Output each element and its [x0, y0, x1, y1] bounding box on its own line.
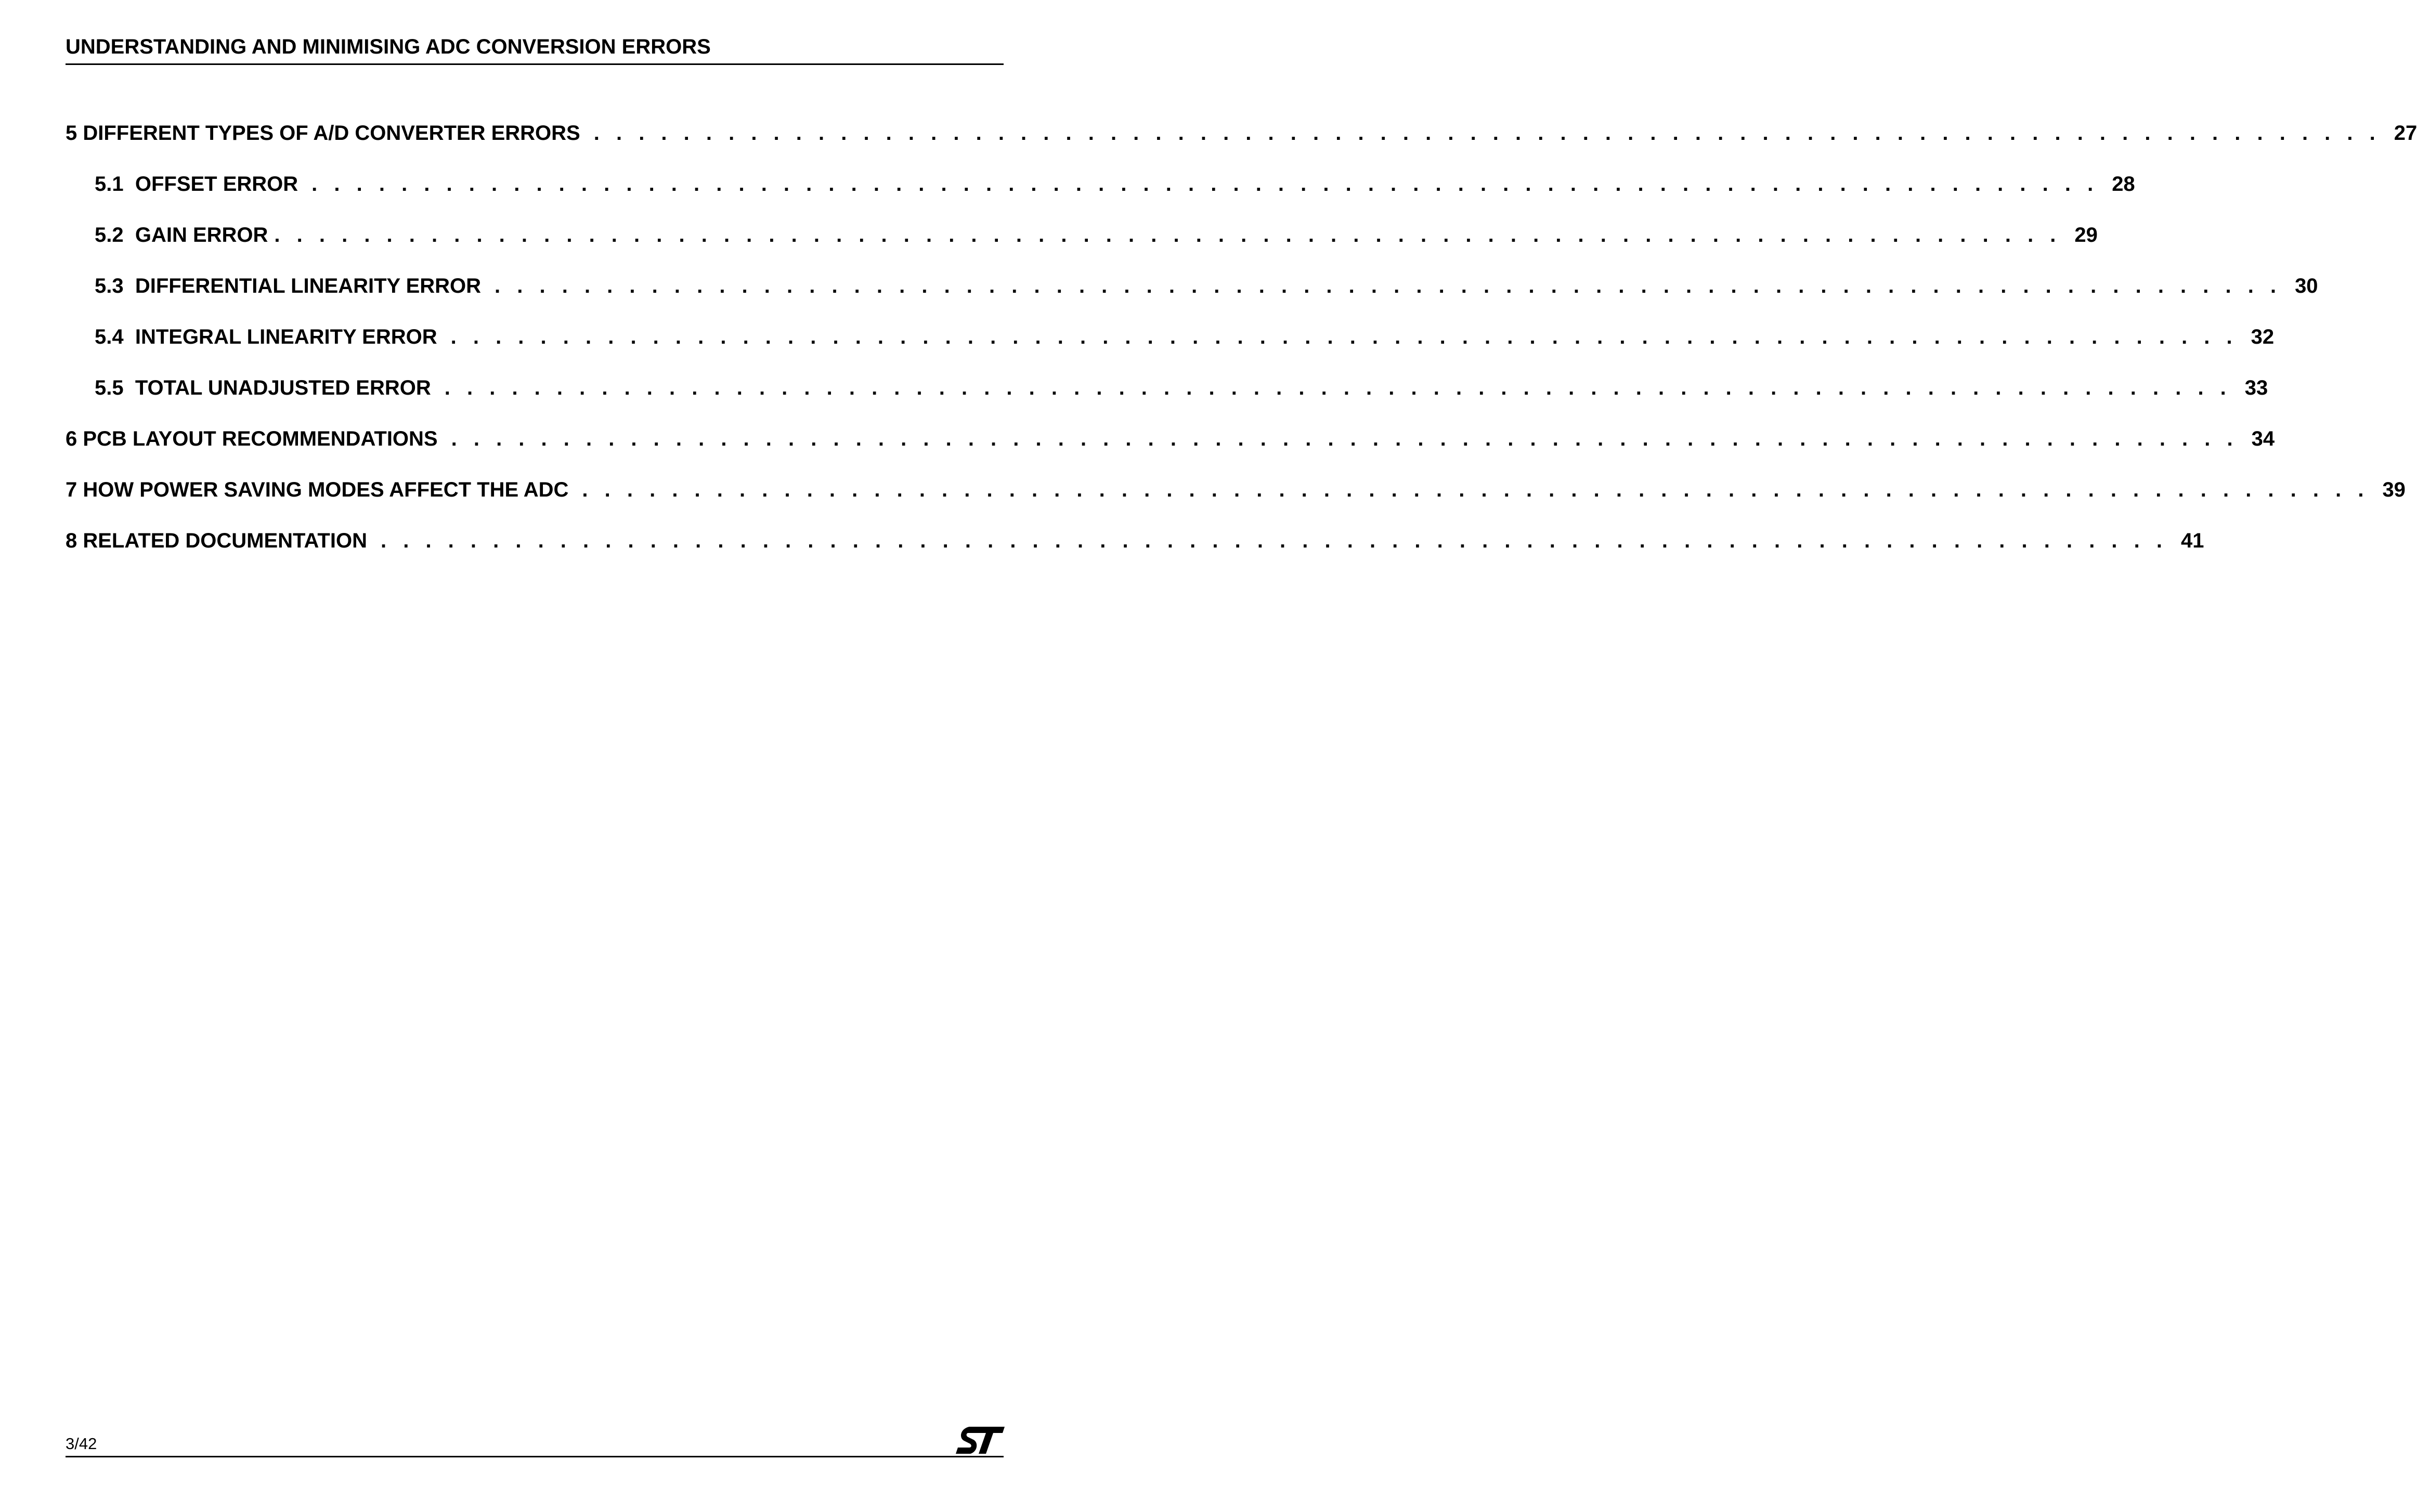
toc-entry-5[interactable] — [66, 119, 2417, 148]
header-divider — [66, 63, 1004, 65]
footer-divider — [66, 1456, 1004, 1457]
toc-entry-title: 6 PCB LAYOUT RECOMMENDATIONS — [66, 427, 438, 450]
toc-dot-leader: . . . . . . . . . . . . . . . . . . . . . . . . . . . . . . . . . . . . . . . . . . . . . . . . . . . . . . . . . . . . . . . . . . . . . . . . . . . . . . . . — [274, 224, 2061, 246]
toc-entry-page: 34 — [2251, 427, 2275, 450]
toc-entry-5-1[interactable] — [95, 170, 2135, 199]
toc-entry-title: 5.4 INTEGRAL LINEARITY ERROR — [95, 325, 437, 348]
toc-entry-8[interactable] — [66, 526, 2204, 555]
toc-entry-5-3[interactable] — [95, 271, 2318, 301]
toc-entry-title: 5.1 OFFSET ERROR — [95, 173, 298, 195]
toc-entry-page: 33 — [2244, 376, 2268, 399]
toc-entry-5-2[interactable] — [95, 220, 2098, 250]
toc-entry-5-5[interactable] — [95, 373, 2268, 402]
toc-entry-page: 30 — [2295, 275, 2318, 297]
toc-dot-leader: . . . . . . . . . . . . . . . . . . . . . . . . . . . . . . . . . . . . . . . . . . . . . . . . . . . . . . . . . . . . . . . . . . . . . . . . . . . . . . . . — [311, 173, 2099, 195]
toc-dot-leader: . . . . . . . . . . . . . . . . . . . . . . . . . . . . . . . . . . . . . . . . . . . . . . . . . . . . . . . . . . . . . . . . . . . . . . . . . . . . . . . . — [451, 427, 2239, 450]
toc-entry-title: 5.5 TOTAL UNADJUSTED ERROR — [95, 376, 431, 399]
toc-dot-leader: . . . . . . . . . . . . . . . . . . . . . . . . . . . . . . . . . . . . . . . . . . . . . . . . . . . . . . . . . . . . . . . . . . . . . . . . . . . . . . . . — [495, 275, 2282, 297]
toc-entry-page: 27 — [2394, 122, 2417, 145]
toc-dot-leader: . . . . . . . . . . . . . . . . . . . . . . . . . . . . . . . . . . . . . . . . . . . . . . . . . . . . . . . . . . . . . . . . . . . . . . . . . . . . . . . . — [593, 122, 2381, 145]
toc-entry-5-4[interactable] — [95, 322, 2275, 351]
toc-dot-leader: . . . . . . . . . . . . . . . . . . . . . . . . . . . . . . . . . . . . . . . . . . . . . . . . . . . . . . . . . . . . . . . . . . . . . . . . . . . . . . . . — [450, 325, 2238, 348]
toc-entry-page: 41 — [2181, 529, 2204, 552]
toc-dot-leader: . . . . . . . . . . . . . . . . . . . . . . . . . . . . . . . . . . . . . . . . . . . . . . . . . . . . . . . . . . . . . . . . . . . . . . . . . . . . . . . . — [444, 376, 2232, 399]
toc-entry-title: 8 RELATED DOCUMENTATION — [66, 529, 367, 552]
toc-entry-page: 39 — [2382, 478, 2406, 501]
toc-dot-leader: . . . . . . . . . . . . . . . . . . . . . . . . . . . . . . . . . . . . . . . . . . . . . . . . . . . . . . . . . . . . . . . . . . . . . . . . . . . . . . . . — [380, 529, 2168, 552]
toc-entry-title: 5 DIFFERENT TYPES OF A/D CONVERTER ERRORS — [66, 122, 580, 145]
toc-entry-6[interactable] — [66, 424, 2275, 453]
toc-entry-page: 28 — [2112, 173, 2135, 195]
toc-entry-title: 7 HOW POWER SAVING MODES AFFECT THE ADC — [66, 478, 569, 501]
toc-entry-7[interactable] — [66, 475, 2406, 504]
toc-entry-page: 32 — [2251, 325, 2275, 348]
toc-entry-title: 5.3 DIFFERENTIAL LINEARITY ERROR — [95, 275, 482, 297]
toc-dot-leader: . . . . . . . . . . . . . . . . . . . . . . . . . . . . . . . . . . . . . . . . . . . . . . . . . . . . . . . . . . . . . . . . . . . . . . . . . . . . . . . . — [582, 478, 2369, 501]
toc-entry-page: 29 — [2074, 224, 2098, 246]
page-number: 3/42 — [66, 1435, 97, 1453]
page-header-title: UNDERSTANDING AND MINIMISING ADC CONVERSION ERRORS — [66, 35, 711, 58]
st-logo-icon — [956, 1426, 1005, 1455]
toc-entry-title: 5.2 GAIN ERROR — [95, 224, 268, 246]
